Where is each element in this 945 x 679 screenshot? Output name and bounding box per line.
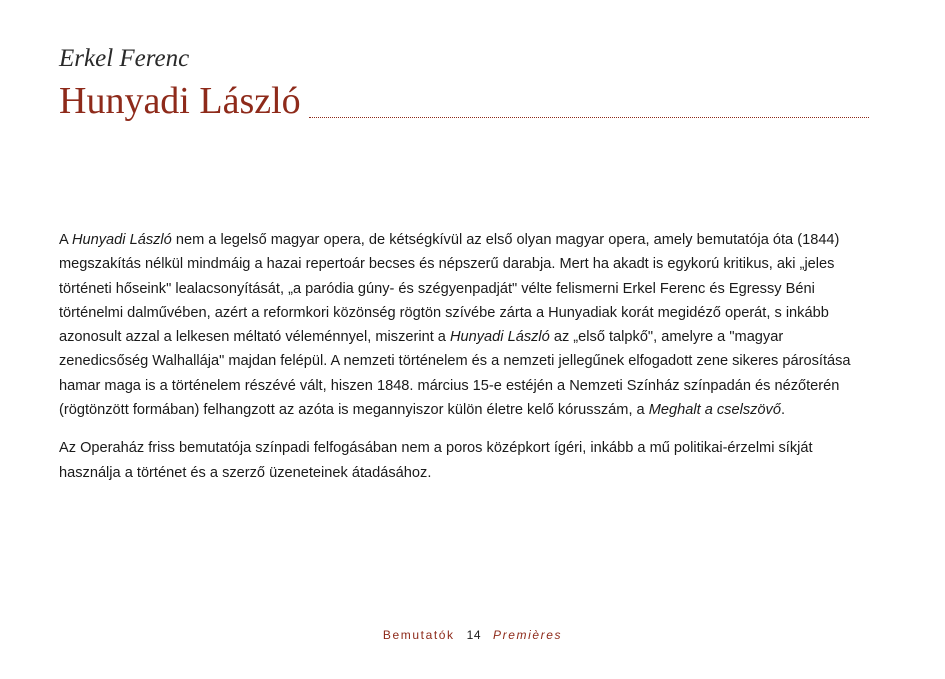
page-footer (0, 626, 945, 644)
paragraph-1-text: A (59, 232, 72, 248)
opera-title-italic: Hunyadi László (449, 329, 550, 346)
composer-name: Erkel Ferenc (59, 45, 190, 72)
opera-title-italic: Hunyadi László (71, 232, 172, 248)
title-row (59, 80, 869, 122)
article-body (59, 228, 869, 499)
paragraph-2: Az Operaház friss bemutatója színpadi felfogásában nem a poros középkort ígéri, inkább a mű politikai-érzelmi síkját használja a történet és a szerző üzeneteinek átadásához. (59, 440, 813, 481)
dotted-rule-divider (309, 117, 869, 118)
paragraph-1 (59, 228, 869, 422)
chorus-title-italic: Meghalt a cselszövő (648, 402, 781, 419)
page-number: 14 (466, 628, 482, 642)
page-title: Hunyadi László (59, 80, 301, 122)
paragraph-1-text: . (780, 402, 786, 419)
footer-section-hungarian: Bemutatók (382, 628, 455, 642)
footer-section-french: Premières (493, 628, 563, 642)
paragraph-1-text: nem a legelső magyar opera, de kétségkívül az első olyan magyar opera, amely bemutatója óta (1844) megszakítás nélkül mindmáig a hazai repertoár becses és népszerű darabja. Mert ha akadt is egykorú kritikus, aki „jeles történeti hőseink" lealacsonyítását, „a paródia gúny- és szégyenpadját" vélte felismerni Erkel Ferenc és Egressy Béni történelmi dalművében, azért a reformkori közönség rögtön szívébe zárta a Hunyadiak korát megidéző operát, s inkább azonosult azzal a lelkesen méltató véleménnyel, miszerint a (59, 232, 840, 346)
paragraph-1-text: az „első talpkő", amelyre a "magyar zenedicsőség Walhallája" majdan felépül. A nemzeti történelem és a nemzeti jellegűnek elfogadott zene sikeres párosítása hamar maga is a történelem részévé vált, hiszen 1848. március 15-e estéjén a Nemzeti Színház színpadán és nézőterén (rögtönzött formában) felhangzott az azóta is megannyiszor külön életre kelő kórusszám, a (59, 329, 851, 419)
